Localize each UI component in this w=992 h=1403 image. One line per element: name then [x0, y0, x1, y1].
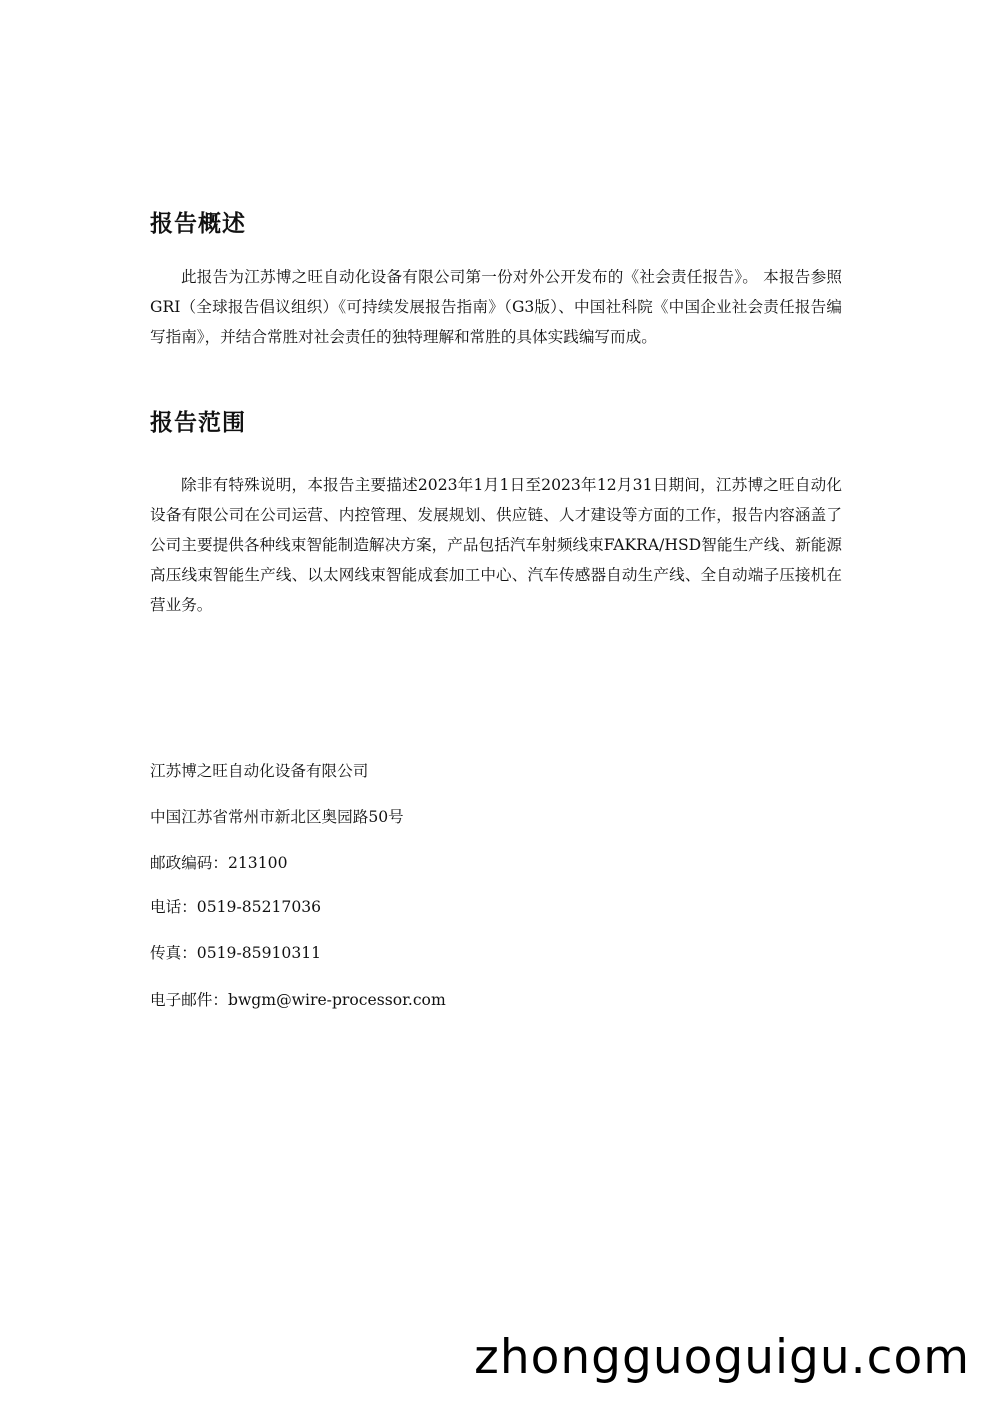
- contact-address: 中国江苏省常州市新北区奥园路50号: [150, 808, 404, 826]
- scope-paragraph: 除非有特殊说明，本报告主要描述2023年1月1日至2023年12月31日期间，江苏博之旺自动化设备有限公司在公司运营、内控管理、发展规划、供应链、人才建设等方面的工作，报告内容涵盖了公司主要提供各种线束智能制造解决方案，产品包括汽车射频线束FAKRA/HSD智能生产线、新能源高压线束智能生产线、以太网线束智能成套加工中心、汽车传感器自动生产线、全自动端子压接机在营业务。: [150, 476, 842, 614]
- contact-postal-code: 邮政编码：213100: [150, 854, 288, 872]
- contact-company: 江苏博之旺自动化设备有限公司: [150, 762, 369, 780]
- overview-paragraph: 此报告为江苏博之旺自动化设备有限公司第一份对外公开发布的《社会责任报告》。 本报告参照GRI（全球报告倡议组织）《可持续发展报告指南》（G3版）、中国社科院《中国企业社会责任报告编写指南》，并结合常胜对社会责任的独特理解和常胜的具体实践编写而成。: [150, 268, 842, 346]
- overview-heading: 报告概述: [150, 211, 246, 237]
- scope-heading: 报告范围: [150, 410, 246, 436]
- contact-fax: 传真：0519-85910311: [150, 944, 322, 962]
- watermark: zhongguoguigu.com: [474, 1330, 970, 1385]
- contact-email: 电子邮件：bwgm@wire-processor.com: [150, 991, 446, 1009]
- contact-phone: 电话：0519-85217036: [150, 898, 322, 916]
